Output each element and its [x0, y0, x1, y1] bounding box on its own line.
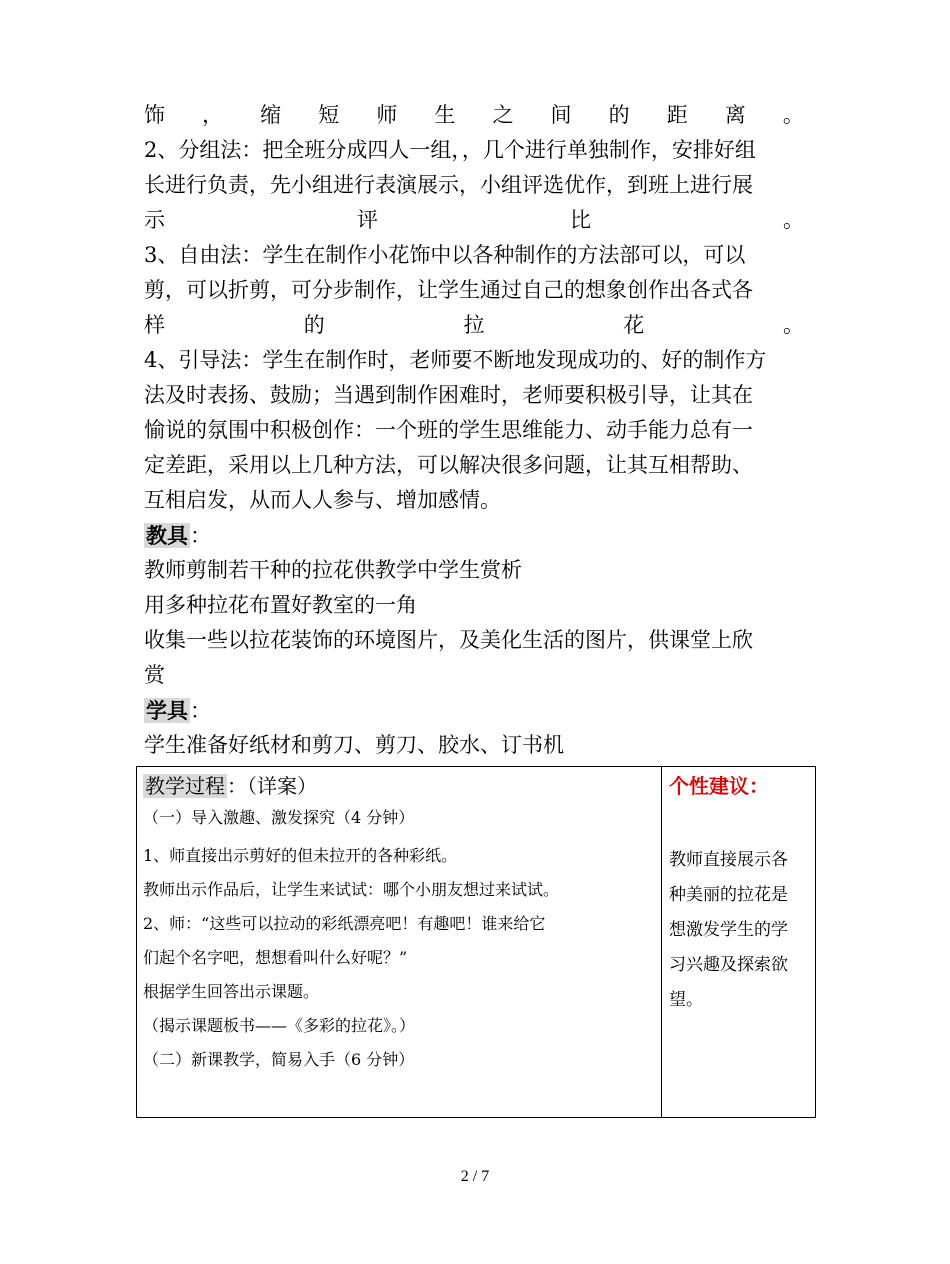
- process-row: 1、师直接出示剪好的但未拉开的各种彩纸。: [143, 846, 458, 865]
- body-text: [144, 98, 804, 763]
- justified-glyph: 的: [608, 103, 630, 127]
- column-divider: [661, 767, 662, 1117]
- justified-glyph: 间: [550, 103, 572, 127]
- paragraph-line: 互相启发，从而人人参与、增加感情。: [144, 488, 501, 512]
- justified-glyph: 示: [144, 208, 165, 232]
- student-tool-item: 学生准备好纸材和剪刀、剪刀、胶水、订书机: [144, 733, 564, 757]
- paragraph-line: [144, 98, 804, 133]
- justified-glyph: 比: [570, 208, 591, 232]
- student-tools-colon: ：: [190, 699, 211, 723]
- process-row: （二）新课教学，简易入手（6 分钟）: [143, 1050, 415, 1069]
- suggestion-body: [669, 843, 809, 1018]
- justified-glyph: 离: [724, 103, 746, 127]
- process-row: （一）导入激趣、激发探究（4 分钟）: [143, 808, 415, 827]
- justified-glyph: 。: [782, 103, 804, 127]
- justified-glyph: 饰: [144, 103, 165, 127]
- paragraph-line: [144, 308, 804, 343]
- justified-glyph: 距: [666, 103, 688, 127]
- suggestion-line: 教师直接展示各: [669, 850, 788, 870]
- justified-glyph: 缩: [260, 103, 282, 127]
- suggestion-line: 习兴趣及探索欲: [669, 955, 788, 975]
- justified-glyph: 短: [318, 103, 340, 127]
- justified-glyph: 生: [434, 103, 456, 127]
- suggestion-line: 想激发学生的学: [669, 920, 788, 940]
- paragraph-line: [144, 203, 804, 238]
- process-row: 教师出示作品后，让学生来试试：哪个小朋友想过来试试。: [143, 880, 560, 899]
- justified-glyph: 师: [376, 103, 398, 127]
- page-number: 2 / 7: [460, 1168, 490, 1185]
- teaching-process-title: [143, 771, 657, 801]
- process-row: 根据学生回答出示课题。: [143, 982, 320, 1001]
- teaching-aids-heading: 教具: [146, 523, 188, 548]
- suggestion-line: 望。: [669, 990, 703, 1010]
- process-row: （揭示课题板书——《多彩的拉花》。）: [143, 1016, 416, 1035]
- teaching-aids-heading-line: [144, 518, 804, 553]
- student-tools-heading-line: [144, 693, 804, 728]
- paragraph-line: 剪，可以折剪，可分步制作，让学生通过自己的想象创作出各式各: [144, 278, 753, 302]
- teaching-process-label: 教学过程: [145, 774, 225, 798]
- justified-glyph: 评: [357, 208, 378, 232]
- justified-glyph: 花: [623, 313, 645, 337]
- teaching-process-suffix: ：（详案）: [227, 774, 317, 798]
- justified-glyph: 拉: [463, 313, 485, 337]
- justified-glyph: ，: [202, 103, 224, 127]
- paragraph-line: 愉说的氛围中积极创作：一个班的学生思维能力、动手能力总有一: [144, 418, 753, 442]
- paragraph-lines: [144, 98, 804, 518]
- justified-glyph: 。: [783, 208, 804, 232]
- teaching-aid-item: 收集一些以拉花装饰的环境图片，及美化生活的图片，供课堂上欣: [144, 628, 753, 652]
- teaching-aid-item: 赏: [144, 663, 165, 687]
- justified-glyph: 。: [783, 313, 804, 337]
- justified-glyph: 样: [144, 313, 165, 337]
- paragraph-line: 3、自由法：学生在制作小花饰中以各种制作的方法部可以，可以: [144, 243, 746, 267]
- paragraph-line: 4、引导法：学生在制作时，老师要不断地发现成功的、好的制作方: [144, 348, 767, 372]
- suggestion-cell: [669, 771, 809, 1018]
- paragraph-line: 长进行负责，先小组进行表演展示，小组评选优作，到班上进行展: [144, 173, 753, 197]
- process-row: 们起个名字吧，想想看叫什么好呢？”: [143, 948, 408, 967]
- suggestion-line: 种美丽的拉花是: [669, 885, 788, 905]
- paragraph-line: 2、分组法：把全班分成四人一组，，几个进行单独制作，安排好组: [144, 138, 756, 162]
- process-row: 2、师：“这些可以拉动的彩纸漂亮吧！有趣吧！谁来给它: [143, 914, 546, 933]
- teaching-aids-colon: ：: [190, 524, 211, 548]
- teaching-aid-item: 用多种拉花布置好教室的一角: [144, 593, 417, 617]
- paragraph-line: 定差距，采用以上几种方法，可以解决很多问题，让其互相帮助、: [144, 453, 753, 477]
- justified-glyph: 之: [492, 103, 514, 127]
- paragraph-line: 法及时表扬、鼓励；当遇到制作困难时，老师要积极引导，让其在: [144, 383, 753, 407]
- teaching-aid-item: 教师剪制若干种的拉花供教学中学生赏析: [144, 558, 522, 582]
- student-tools-heading: 学具: [146, 698, 188, 723]
- suggestion-title: 个性建议：: [669, 774, 769, 798]
- lesson-table: [136, 766, 816, 1118]
- justified-glyph: 的: [303, 313, 325, 337]
- teaching-process-cell: [143, 771, 657, 1077]
